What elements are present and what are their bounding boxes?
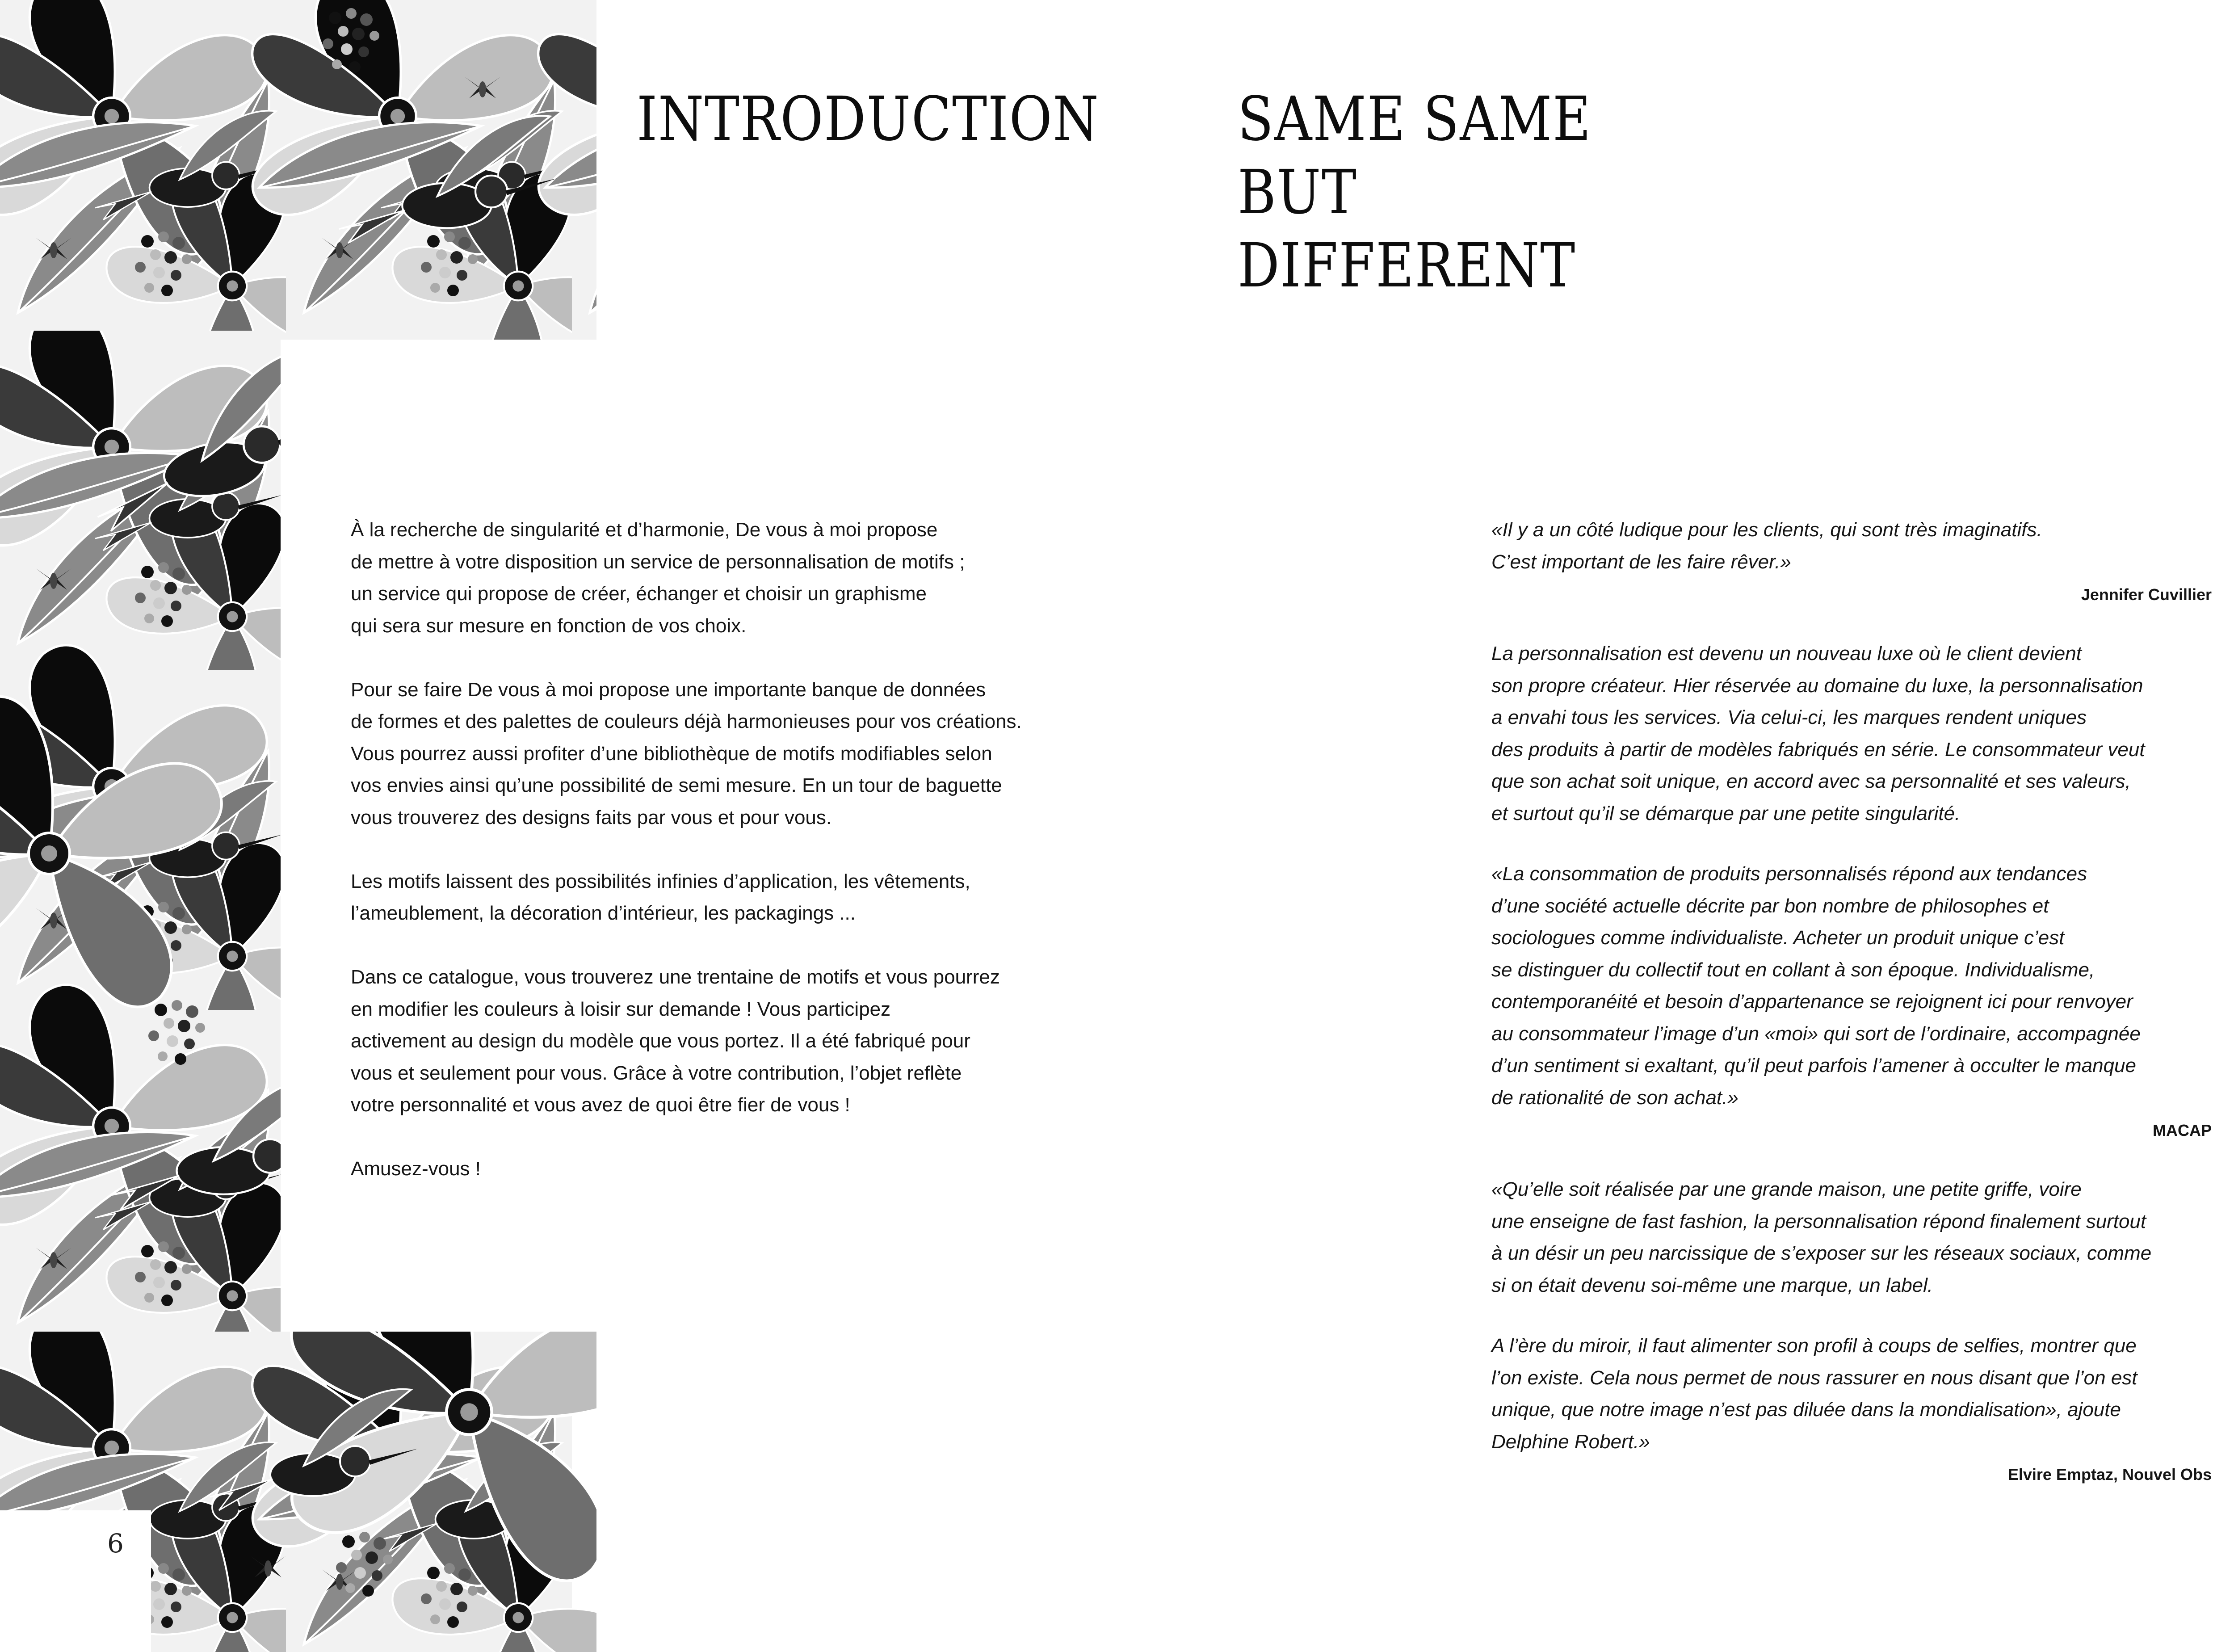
title-same-same-but-different [1238,83,1592,303]
intro-paragraph [351,1153,1110,1185]
text-line: Dans ce catalogue, vous trouverez une trentaine de motifs et vous pourrez [351,966,1000,988]
quote-line: d’une société actuelle décrite par bon nombre de philosophes et [1491,895,2049,917]
intro-paragraph [351,961,1110,1121]
quote-line: à un désir un peu narcissique de s’exposer sur les réseaux sociaux, comme [1491,1242,2152,1264]
text-line: activement au design du modèle que vous portez. Il a été fabriqué pour [351,1030,970,1052]
page-number-box [0,1510,151,1652]
quote-block [1491,858,2212,1145]
text-line: en modifier les couleurs à loisir sur demande ! Vous participez [351,998,891,1020]
quote-line: si on était devenu soi-même une marque, un label. [1491,1274,1933,1296]
quote-line: Delphine Robert.» [1491,1430,1650,1453]
text-line: votre personnalité et vous avez de quoi être fier de vous ! [351,1094,850,1116]
title-introduction: INTRODUCTION [637,84,1100,155]
quotes-column [1491,514,2212,1517]
title-line: BUT [1238,157,1357,228]
quote-line: «La consommation de produits personnalisés répond aux tendances [1491,863,2087,885]
quote-line: contemporanéité et besoin d’appartenance se rejoignent ici pour renvoyer [1491,991,2133,1013]
quote-block [1491,1173,2212,1301]
quote-line: A l’ère du miroir, il faut alimenter son profil à coups de selfies, montrer que [1491,1335,2137,1357]
quote-line: que son achat soit unique, en accord avec sa personnalité et ses valeurs, [1491,770,2131,792]
quote-line: se distinguer du collectif tout en collant à son époque. Individualisme, [1491,958,2095,981]
quote-line: son propre créateur. Hier réservée au domaine du luxe, la personnalisation [1491,674,2143,697]
page-number: 6 [107,1528,124,1559]
quote-line: a envahi tous les services. Via celui-ci, les marques rendent uniques [1491,706,2087,728]
text-line: À la recherche de singularité et d’harmonie, De vous à moi propose [351,519,938,541]
quote-attribution: MACAP [2153,1121,2212,1139]
title-line: SAME SAME [1238,84,1592,155]
text-line: Vous pourrez aussi profiter d’une bibliothèque de motifs modifiables selon [351,742,992,765]
quote-block [1491,514,2212,609]
introduction-text [351,514,1110,1217]
quote-line: au consommateur l’image d’un «moi» qui sort de l’ordinaire, accompagnée [1491,1022,2141,1045]
quote-line: l’on existe. Cela nous permet de nous rassurer en nous disant que l’on est [1491,1366,2137,1389]
text-line: vous et seulement pour vous. Grâce à votre contribution, l’objet reflète [351,1062,962,1084]
intro-paragraph [351,866,1110,929]
quote-line: et surtout qu’il se démarque par une petite singularité. [1491,802,1961,824]
text-line: qui sera sur mesure en fonction de vos choix. [351,614,747,637]
text-line: Les motifs laissent des possibilités infinies d’application, les vêtements, [351,870,970,892]
quote-line: La personnalisation est devenu un nouveau luxe où le client devient [1491,643,2082,664]
quote-line: une enseigne de fast fashion, la personnalisation répond finalement surtout [1491,1210,2146,1232]
text-line: de formes et des palettes de couleurs déjà harmonieuses pour vos créations. [351,710,1022,732]
quote-line: «Il y a un côté ludique pour les clients, qui sont très imaginatifs. [1491,519,2042,541]
text-line: vous trouverez des designs faits par vous et pour vous. [351,806,832,828]
title-line: DIFFERENT [1238,231,1576,301]
quote-block [1491,638,2212,829]
text-line: Pour se faire De vous à moi propose une importante banque de données [351,678,986,701]
quote-line: «Qu’elle soit réalisée par une grande maison, une petite griffe, voire [1491,1178,2082,1200]
quote-line: d’un sentiment si exaltant, qu’il peut parfois l’amener à occulter le manque [1491,1055,2137,1076]
text-line: vos envies ainsi qu’une possibilité de semi mesure. En un tour de baguette [351,774,1002,796]
quote-attribution: Elvire Emptaz, Nouvel Obs [2007,1465,2212,1484]
quote-attribution: Jennifer Cuvillier [2081,585,2212,604]
quote-line: de rationalité de son achat.» [1491,1086,1738,1109]
quote-line: sociologues comme individualiste. Acheter un produit unique c’est [1491,927,2065,949]
text-line: un service qui propose de créer, échanger et choisir un graphisme [351,583,927,605]
quote-line: unique, que notre image n’est pas diluée dans la mondialisation», ajoute [1491,1399,2121,1421]
text-line: de mettre à votre disposition un service de personnalisation de motifs ; [351,551,965,573]
text-line: Amusez-vous ! [351,1158,481,1180]
quote-line: des produits à partir de modèles fabriqués en série. Le consommateur veut [1491,738,2145,761]
intro-paragraph [351,514,1110,642]
quote-block [1491,1330,2212,1489]
quote-line: C’est important de les faire rêver.» [1491,551,1791,573]
text-line: l’ameublement, la décoration d’intérieur, les packagings ... [351,902,856,924]
intro-paragraph [351,674,1110,834]
